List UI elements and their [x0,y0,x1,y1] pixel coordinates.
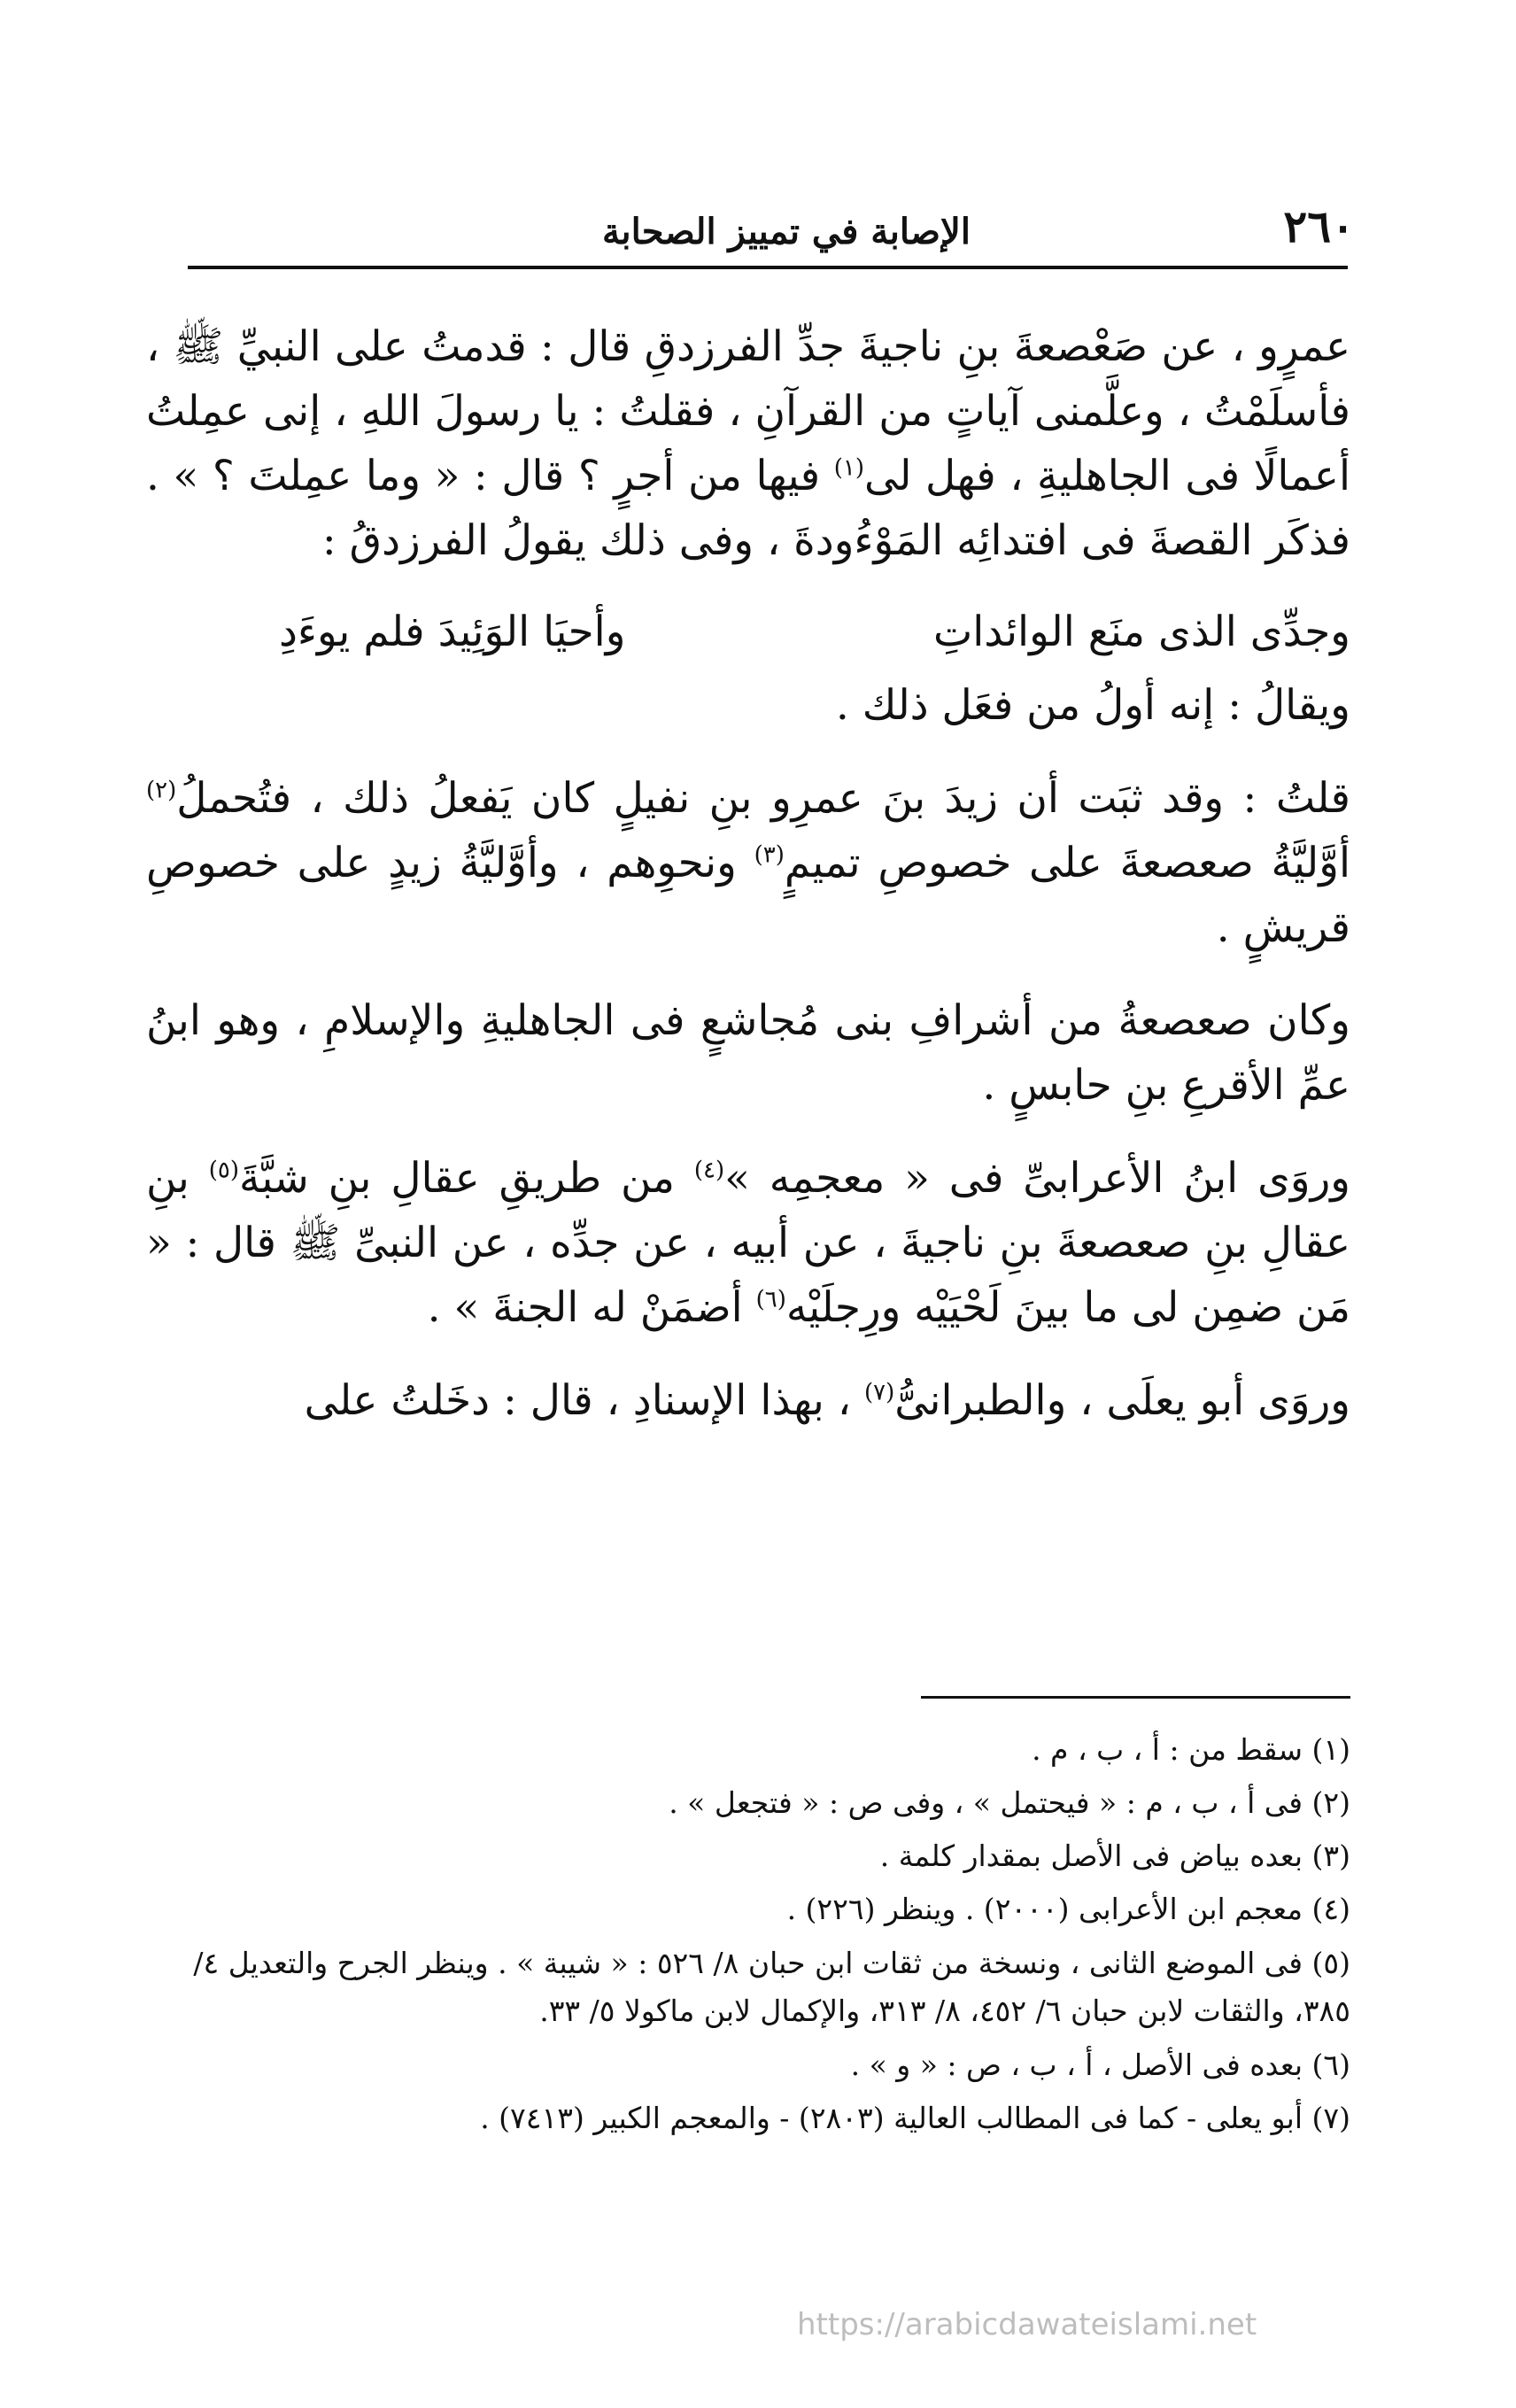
footnotes [133,1727,1350,2149]
paragraph-1 [146,314,1350,573]
header-rule [188,266,1348,269]
paragraph-4: وكان صعصعةُ من أشرافِ بنى مُجاشعٍ فى الجاهليةِ والإسلامِ ، وهو ابنُ عمِّ الأقرعِ بنِ حابسٍ . [146,996,1350,1110]
page-number: ٢٦٠ [1283,200,1355,252]
footnote-1: (١) سقط من : أ ، ب ، م . [1032,1732,1350,1767]
paragraph-3-part-a: قلتُ : وقد ثبَت أن زيدَ بنَ عمرِو بنِ نفيلٍ كان يَفعلُ ذلك ، فتُحملُ [176,774,1350,823]
paragraph-6 [146,1368,1350,1433]
footnote-ref-2: (٢) [146,777,177,804]
footnote-5: (٥) فى الموضع الثانى ، ونسخة من ثقات ابن حبان ٨/ ٥٢٦ : « شيبة » . وينظر الجرح والتعديل ٤/ ٣٨٥، والثقات لابن حبان ٦/ ٤٥٢، ٨/ ٣١٣، والإكمال لابن ماكولا ٥/ ٣٣. [193,1946,1350,2028]
watermark-url: https://arabicdawateislami.net [797,2307,1257,2342]
footnote-ref-7: (٧) [863,1379,895,1406]
footnote-separator [921,1696,1350,1699]
paragraph-2: ويقالُ : إنه أولُ من فعَل ذلك . [835,681,1350,730]
footnote-4: (٤) معجم ابن الأعرابى (٢٠٠٠) . وينظر (٢٢٦) . [786,1892,1350,1926]
paragraph-5-part-a: وروَى ابنُ الأعرابىِّ فى « معجمِه » [724,1154,1350,1203]
paragraph-3-part-b: أوَّليَّةُ صعصعةَ على خصوصِ تميمٍ [784,839,1350,887]
verse-first-hemistich: وجدِّى الذى منَع الوائداتِ [932,608,1350,656]
footnote-ref-4: (٤) [693,1157,725,1184]
main-text [146,314,1350,1461]
paragraph-6-part-a: وروَى أبو يعلَى ، والطبرانىُّ [894,1376,1350,1425]
paragraph-5 [146,1146,1350,1340]
verse-second-hemistich: وأحيَا الوَئِيدَ فلم يوءَدِ [279,608,626,656]
footnote-7: (٧) أبو يعلى - كما فى المطالب العالية (٢٨٠٣) - والمعجم الكبير (٧٤١٣) . [480,2101,1350,2135]
footnote-ref-5: (٥) [208,1157,240,1184]
footnote-ref-3: (٣) [754,841,785,869]
footnote-ref-1: (١) [833,454,864,482]
paragraph-5-part-d: أضمَنْ له الجنةَ » . [427,1283,743,1332]
running-header [204,190,1355,252]
paragraph-5-part-c: بنِ عقالِ بنِ صعصعةَ بنِ ناجيةَ ، عن أبيه ، عن جدِّه ، عن النبىِّ ﷺ قال : « مَن ضمِن لى ما بينَ لَحْيَيْه ورِجلَيْه [146,1154,1350,1332]
paragraph-3 [146,766,1350,960]
paragraph-6-part-b: ، بهذا الإسنادِ ، قال : دخَلتُ على [304,1376,851,1425]
footnote-2: (٢) فى أ ، ب ، م : « فيحتمل » ، وفى ص : « فتجعل » . [669,1785,1350,1820]
footnote-6: (٦) بعده فى الأصل ، أ ، ب ، ص : « و » . [850,2048,1350,2082]
paragraph-1-text: عمرٍو ، عن صَعْصعةَ بنِ ناجيةَ جدِّ الفرزدقِ قال : قدمتُ على النبيِّ ﷺ ، فأسلَمْتُ ، وعلَّمنى آياتٍ من القرآنِ ، فقلتُ : يا رسولَ اللهِ ، إنى عمِلتُ أعمالًا فى الجاهليةِ ، فهل لى [146,322,1350,500]
paragraph-1-rest: فيها من أجرٍ ؟ قال : « وما عمِلتَ ؟ » . فذكَر القصةَ فى افتدائِه المَوْءُودةَ ، وفى ذلك يقولُ الفرزدقُ : [146,452,1350,565]
footnote-ref-6: (٦) [755,1286,786,1313]
paragraph-3-part-c: ونحوِهم ، وأوَّليَّةُ زيدٍ على خصوصِ قريشٍ . [146,839,1350,952]
book-title: الإصابة في تمييز الصحابة [602,211,971,252]
footnote-3: (٣) بعده بياض فى الأصل بمقدار كلمة . [879,1839,1350,1873]
paragraph-5-part-b: من طريقِ عقالِ بنِ شبَّةَ [239,1154,675,1203]
poetry-verse [146,600,1350,664]
